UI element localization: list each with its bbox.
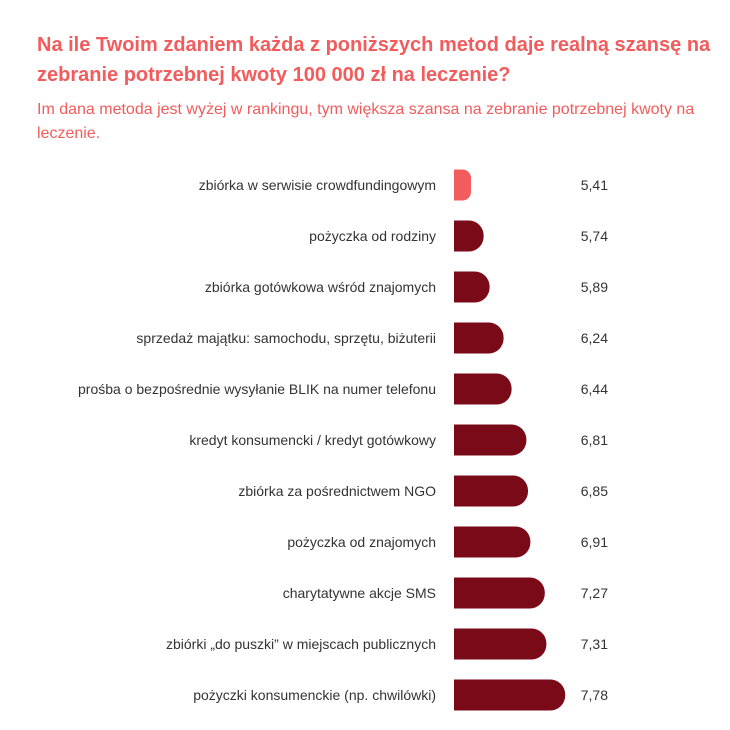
bar xyxy=(454,527,530,558)
bar xyxy=(454,221,484,252)
category-label: kredyt konsumencki / kredyt gotówkowy xyxy=(189,432,436,448)
value-label: 6,24 xyxy=(580,330,608,346)
bar xyxy=(454,425,526,456)
bar xyxy=(454,272,490,303)
bar xyxy=(454,170,471,201)
category-label: prośba o bezpośrednie wysyłanie BLIK na numer telefonu xyxy=(78,381,436,397)
bar xyxy=(454,374,512,405)
value-label: 5,41 xyxy=(580,177,608,193)
category-label: charytatywne akcje SMS xyxy=(282,585,436,601)
value-label: 7,78 xyxy=(580,687,608,703)
value-label: 7,27 xyxy=(580,585,608,601)
bar xyxy=(454,629,546,660)
category-label: zbiórki „do puszki” w miejscach publicznych xyxy=(166,636,436,652)
bar xyxy=(454,680,565,711)
category-label: pożyczka od rodziny xyxy=(309,228,436,244)
category-label: sprzedaż majątku: samochodu, sprzętu, biżuterii xyxy=(136,330,436,346)
bar xyxy=(454,476,528,507)
value-label: 6,85 xyxy=(580,483,608,499)
value-label: 6,44 xyxy=(580,381,608,397)
value-label: 5,74 xyxy=(580,228,608,244)
chart-subtitle: Im dana metoda jest wyżej w rankingu, tym większa szansa na zebranie potrzebnej kwoty na leczenie. xyxy=(37,101,695,142)
bar xyxy=(454,578,545,609)
bar xyxy=(454,323,504,354)
category-label: zbiórka za pośrednictwem NGO xyxy=(238,483,436,499)
category-label: zbiórka gotówkowa wśród znajomych xyxy=(204,279,436,295)
category-label: pożyczka od znajomych xyxy=(287,534,436,550)
value-label: 6,91 xyxy=(580,534,608,550)
value-label: 7,31 xyxy=(580,636,608,652)
category-label: pożyczki konsumenckie (np. chwilówki) xyxy=(193,687,436,703)
category-label: zbiórka w serwisie crowdfundingowym xyxy=(198,177,436,193)
chart-title: Na ile Twoim zdaniem każda z poniższych metod daje realną szansę na zebranie potrzebnej kwoty 100 000 zł na leczenie? xyxy=(37,34,711,86)
value-label: 6,81 xyxy=(580,432,608,448)
value-label: 5,89 xyxy=(580,279,608,295)
bar-chart xyxy=(0,160,730,730)
